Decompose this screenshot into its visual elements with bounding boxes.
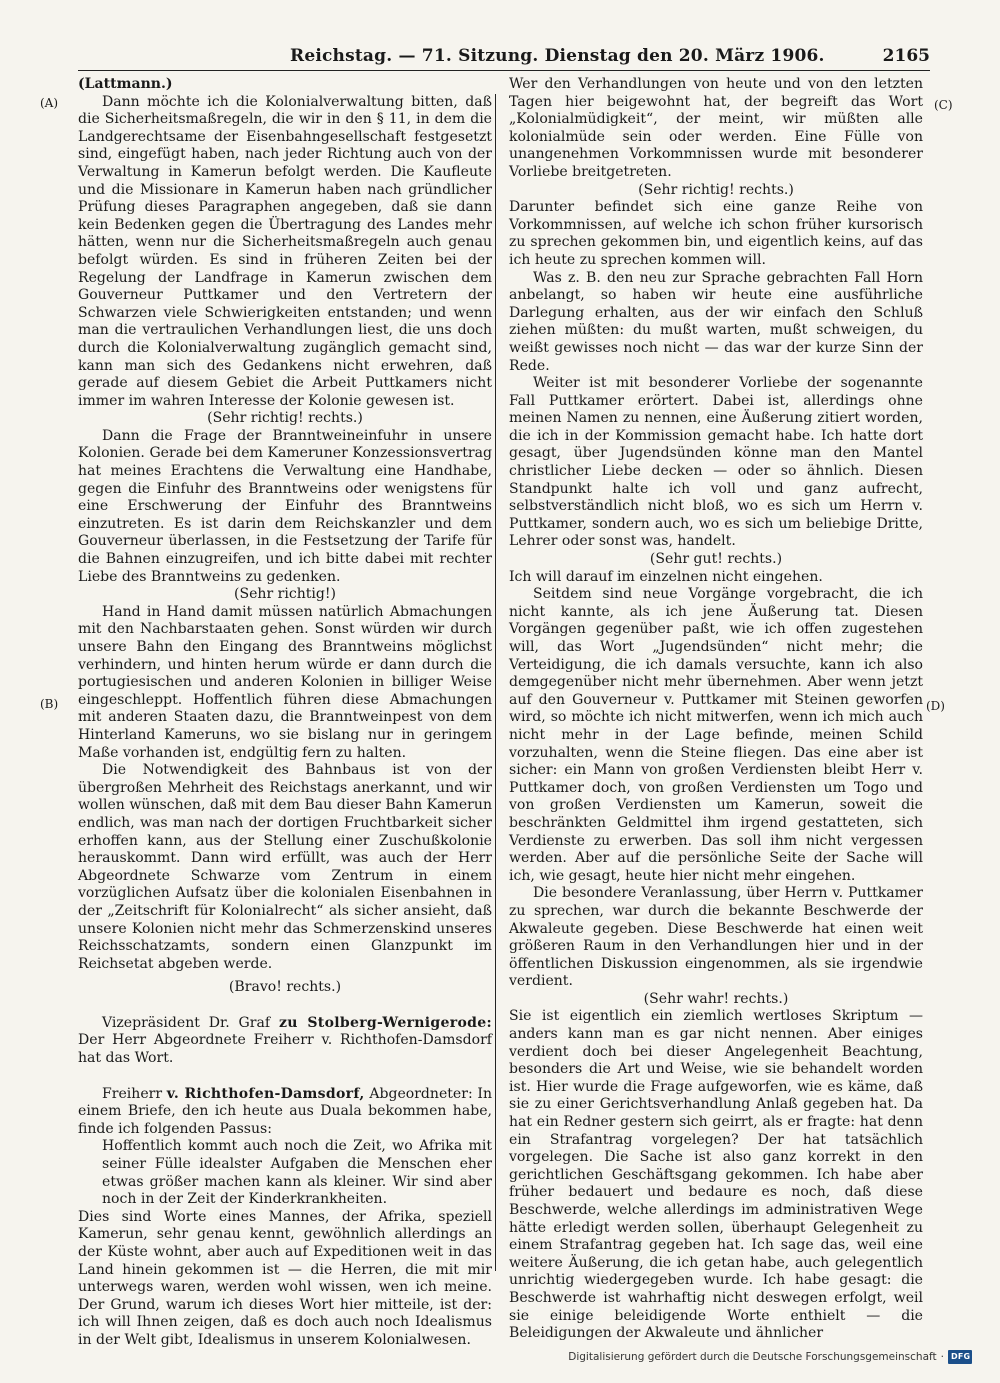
paragraph: Weiter ist mit besonderer Vorliebe der sogenannte Fall Puttkamer erörtert. Dabei ist, allerdings ohne meinen Namen zu nennen, eine Äußerung zitiert worden, die ich in der Kommission gemacht habe. Ich hatte dort gesagt, über Jugendsünden könne man den Mantel christlicher Liebe decken — oder so ähnlich. Diesen Standpunkt halte ich voll und ganz aufrecht, selbstverständlich nicht bloß, wo es sich um Herrn v. Puttkamer, sondern auch, wo es sich um beliebige Dritte, Lehrer oder sonst was, handelt. [509, 375, 923, 550]
header-rule [78, 70, 930, 71]
footer-credit [568, 1350, 972, 1364]
paragraph: Wer den Verhandlungen von heute und von den letzten Tagen hier beigewohnt hat, der begreift das Wort „Kolonialmüdigkeit“, der meint, wir müßten alle kolonialmüde sein oder werden. Eine Fülle von unangenehmen Vorkommnissen wurde mit besonderer Vorliebe breitgetreten. [509, 76, 923, 180]
vice-president-prefix: Vizepräsident Dr. Graf [102, 1014, 279, 1031]
paragraph: Dann die Frage der Branntweineinfuhr in unsere Kolonien. Gerade bei dem Kameruner Konzessionsvertrag hat meines Erachtens die Verwaltung eine Handhabe, gegen die Einfuhr des Branntweins oder wenigstens für eine Erschwerung der Einfuhr des Branntweins einzutreten. Es ist darin dem Reichskanzler und dem Gouverneur überlassen, in die Festsetzung der Tarife für die Bahnen einzugreifen, und ich bitte dabei mit rechter Liebe des Branntweins zu gedenken. [78, 427, 492, 585]
paragraph: Die Notwendigkeit des Bahnbaus ist von der übergroßen Mehrheit des Reichstags anerkannt, und wir wollen wünschen, daß mit dem Bau dieser Bahn Kamerun endlich, was man nach der dortigen Fruchtbarkeit sicher erhoffen kann, aus der Stellung einer Zuschußkolonie herauskommt. Dann wird erfüllt, was auch der Herr Abgeordnete Schwarze vom Zentrum in einem vorzüglichen Aufsatz über die kolonialen Eisenbahnen in der „Zeitschrift für Kolonialrecht“ als sicher ansieht, daß unsere Kolonien nicht mehr das Schmerzenskind unseres Reichsschatzamts, sondern einen Glanzpunkt im Reichsetat abgeben werde. [78, 762, 492, 972]
footer-dot: · [940, 1351, 944, 1363]
footer-text: Digitalisierung gefördert durch die Deutsche Forschungsgemeinschaft [568, 1351, 937, 1363]
interjection: (Sehr richtig!) [233, 586, 337, 603]
page-header [40, 46, 930, 68]
margin-marker-c: (C) [934, 98, 953, 112]
margin-marker-b: (B) [40, 697, 59, 711]
vice-president-statement [78, 1015, 492, 1068]
speaker-tag: (Lattmann.) [78, 76, 173, 92]
paragraph: Dies sind Worte eines Mannes, der Afrika, speziell Kamerun, sehr genau kennt, gewöhnlich allerdings an der Küste wohnt, aber auch auf Expeditionen weit in das Land hinein gekommen ist — die Herren, die mit mir unterwegs waren, werden wohl wissen, wen ich meine. Der Grund, warum ich dieses Wort hier mitteile, ist der: ich will Ihnen zeigen, daß es doch auch noch Idealismus in der Welt gibt, Idealismus in unserem Kolonialwesen. [78, 1208, 492, 1348]
interjection: (Sehr gut! rechts.) [649, 551, 783, 568]
vice-president-text: Der Herr Abgeordnete Freiherr v. Richthofen-Damsdorf hat das Wort. [78, 1032, 492, 1067]
paragraph: Die besondere Veranlassung, über Herrn v. Puttkamer zu sprechen, war durch die bekannte Beschwerde der Akwaleute gegeben. Diese Beschwerde hat einen weit größeren Raum in den Verhandlungen hier und in der öffentlichen Diskussion eingenommen, als sie irgendwie verdient. [509, 885, 923, 990]
right-column [509, 76, 923, 1343]
dfg-logo-icon: DFG [948, 1350, 972, 1364]
paragraph: Hand in Hand damit müssen natürlich Abmachungen mit den Nachbarstaaten gehen. Sonst würden wir durch unsere Bahn den Eingang des Branntweins möglichst verhindern, und hinten herum würde er dann durch die portugiesischen und anderen Kolonien in billiger Weise eingeschleppt. Hoffentlich führen diese Abmachungen mit anderen Staaten dazu, die Branntweinpest von dem Hinterland Kameruns, wo sie bislang nur in geringem Maße vorhanden ist, endgültig fern zu halten. [78, 603, 492, 761]
page-number: 2165 [882, 46, 930, 66]
speaker-intro-text: Abgeordneter: In einem Briefe, den ich heute aus Duala bekommen habe, finde ich folgenden Passus: [78, 1085, 492, 1137]
block-quote: Hoffentlich kommt auch noch die Zeit, wo Afrika mit seiner Fülle idealster Aufgaben die Menschen eher etwas größer machen kann als kleiner. Wir sind aber noch in der Zeit der Kinderkrankheiten. [102, 1138, 492, 1208]
vice-president-name: zu Stolberg-Wernigerode: [278, 1014, 493, 1031]
paragraph: Ich will darauf im einzelnen nicht eingehen. [509, 568, 823, 585]
paragraph: Was z. B. den neu zur Sprache gebrachten Fall Horn anbelangt, so haben wir heute eine ausführliche Darlegung erhalten, aus der wir einfach den Schluß ziehen müßten: du mußt warten, mußt schweigen, du weißt gewisses noch nicht — das war der kurze Sinn der Rede. [509, 269, 923, 374]
interjection: (Sehr wahr! rechts.) [643, 990, 789, 1007]
paragraph: Dann möchte ich die Kolonialverwaltung bitten, daß die Sicherheitsmaßregeln, die wir in den § 11, in dem die Landgerechtsame der Eisenbahngesellschaft festgesetzt sind, eingefügt haben, nach jeder Richtung auch von der Verwaltung in Kamerun befolgt werden. Die Kaufleute und die Missionare in Kamerun haben nach gründlicher Prüfung dieses Paragraphen angegeben, daß sie dann kein Bedenken gegen die Übertragung des Landes mehr hätten, wenn nur die Sicherheitsmaßregeln auch genau befolgt würden. Es sind in früheren Zeiten bei der Regelung der Landfrage in Kamerun zwischen dem Gouverneur Puttkamer und den Vertretern der Schwarzen viele Schwierigkeiten entstanden; und wenn man die vertraulichen Verhandlungen liest, die uns doch durch die Kolonialverwaltung zugänglich gemacht sind, kann man sich des Gedankens nicht erwehren, daß gerade auf diesem Gebiet die Arbeit Puttkamers nicht immer im wahren Interesse der Kolonie gewesen ist. [78, 93, 492, 409]
left-column [78, 76, 492, 1350]
paragraph: Sie ist eigentlich ein ziemlich wertloses Skriptum — anders kann man es gar nicht nennen. Aber einiges verdient doch bei dieser Angelegenheit Beachtung, besonders die Art und Weise, wie sie behandelt worden ist. Hier wurde die Frage aufgeworfen, wie es käme, daß sie zu einer Gerichtsverhandlung Anlaß gegeben hat. Da hat ein Redner gestern sich geirrt, als er fragte: hat denn ein Strafantrag vorgelegen? Der hat tatsächlich vorgelegen. Die Sache ist also ganz korrekt in den gerichtlichen Geschäftsgang gekommen. Ich habe aber früher bedauert und bedaure es noch, daß diese Beschwerde, welche allerdings im administrativen Wege hätte erledigt werden sollen, überhaupt Gelegenheit zu einem Strafantrag gegeben hat. Ich sage das, weil eine weitere Äußerung, die ich getan habe, auch gelegentlich unrichtig wiedergegeben wurde. Ich habe gesagt: die Beschwerde ist wahrhaftig nicht deswegen erfolgt, weil sie einige beleidigende Worte enthielt — die Beleidigungen der Akwaleute und ähnlicher [509, 1008, 923, 1342]
paragraph: Darunter befindet sich eine ganze Reihe von Vorkommnissen, auf welche ich schon früher kursorisch zu sprechen gekommen bin, und eigentlich keins, auf das ich heute zu sprechen kommen will. [509, 199, 923, 268]
speaker-intro [78, 1086, 492, 1139]
running-title: Reichstag. — 71. Sitzung. Dienstag den 20. März 1906. [290, 46, 825, 66]
interjection: (Sehr richtig! rechts.) [638, 181, 794, 198]
interjection: (Sehr richtig! rechts.) [207, 410, 363, 427]
column-separator [495, 94, 496, 1271]
speaker-name: v. Richthofen-Damsdorf, [166, 1085, 365, 1102]
interjection: (Bravo! rechts.) [228, 979, 342, 996]
paragraph: Seitdem sind neue Vorgänge vorgebracht, die ich nicht kannte, als ich jene Äußerung tat. Diesen Vorgängen gegenüber paßt, wie ich offen zugestehen will, das Wort „Jugendsünden“ nicht mehr; die Verteidigung, die ich damals versuchte, kann ich also demgegenüber nicht mehr übernehmen. Aber wenn jetzt auf den Gouverneur v. Puttkamer mit Steinen geworfen wird, so möchte ich nicht mitwerfen, wenn ich mich auch nicht mehr in der Lage befinde, meinen Schild vorzuhalten, wenn die Steine fliegen. Das eine aber ist sicher: ein Mann von großen Verdiensten bleibt Herr v. Puttkamer doch, von großen Verdiensten um Togo und von großen Verdiensten um Kamerun, soweit die beschränkten Geldmittel ihm irgend gestatteten, sich Verdienste zu erwerben. Das soll ihm nicht vergessen werden. Aber auf die persönliche Seite der Sache will ich, wie gesagt, heute hier nicht mehr eingehen. [509, 586, 923, 884]
margin-marker-d: (D) [926, 699, 945, 713]
speaker-prefix: Freiherr [102, 1085, 167, 1102]
margin-marker-a: (A) [40, 96, 59, 110]
